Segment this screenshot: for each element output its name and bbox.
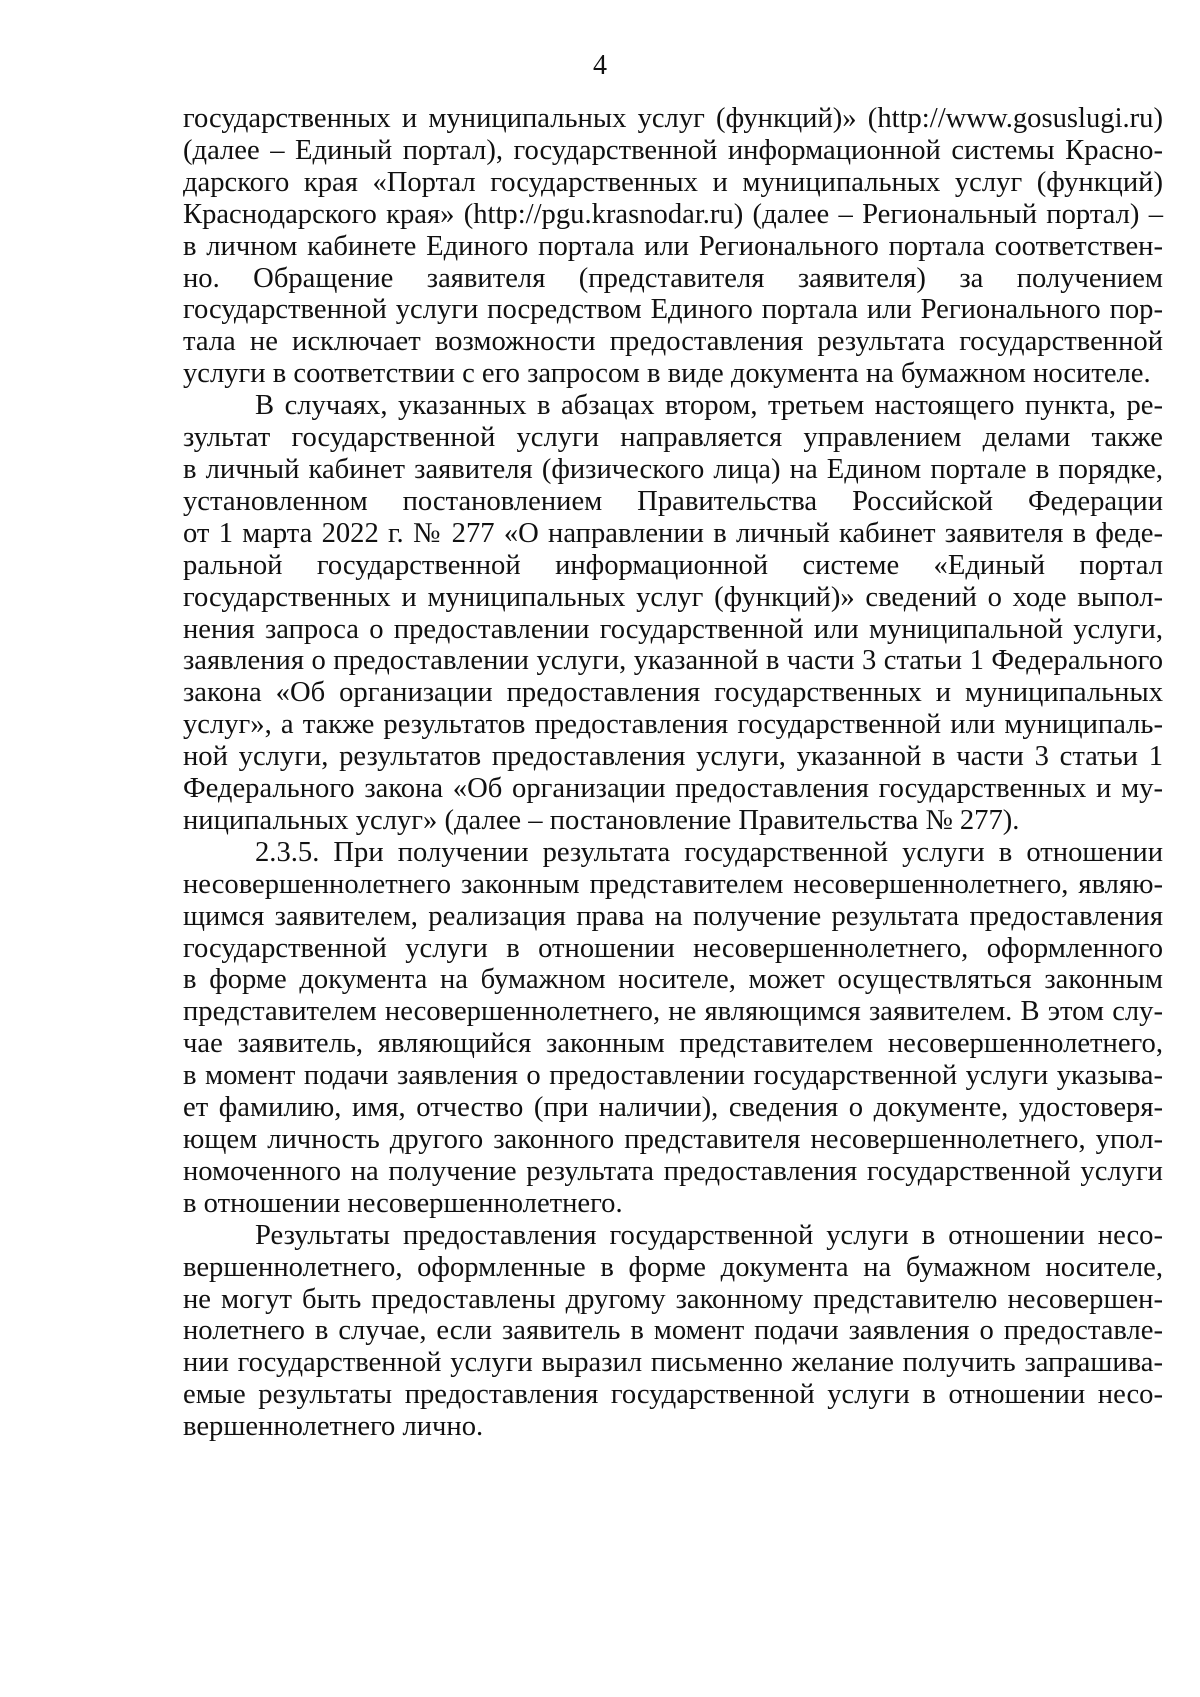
paragraph-personal-account bbox=[183, 390, 1163, 837]
text-line: представителем несовершеннолетнего, не являющимся заявителем. В этом слу- bbox=[183, 996, 1163, 1028]
text-line: чае заявитель, являющийся законным представителем несовершеннолетнего, bbox=[183, 1028, 1163, 1060]
text-line: закона «Об организации предоставления государственных и муниципальных bbox=[183, 677, 1163, 709]
text-line: ниципальных услуг» (далее – постановление Правительства № 277). bbox=[183, 804, 1020, 836]
text-line: вершеннолетнего, оформленные в форме документа на бумажном носителе, bbox=[183, 1251, 1163, 1283]
page-number: 4 bbox=[593, 50, 607, 81]
text-line: дарского края «Портал государственных и муниципальных услуг (функций) bbox=[183, 166, 1163, 198]
text-line: ной услуги, результатов предоставления услуги, указанной в части 3 статьи 1 bbox=[183, 741, 1163, 773]
text-line: в отношении несовершеннолетнего. bbox=[183, 1187, 623, 1219]
text-line: Краснодарского края» (http://pgu.krasnodar.ru) (далее – Региональный портал) – bbox=[183, 198, 1163, 230]
text-line: вершеннолетнего лично. bbox=[183, 1411, 484, 1443]
text-line: несовершеннолетнего законным представителем несовершеннолетнего, являю- bbox=[183, 868, 1163, 900]
paragraph-portal-access bbox=[183, 103, 1163, 390]
text-line: заявления о предоставлении услуги, указанной в части 3 статьи 1 Федерального bbox=[183, 645, 1163, 677]
text-line: емые результаты предоставления государственной услуги в отношении несо- bbox=[183, 1379, 1163, 1411]
text-line: установленном постановлением Правительства Российской Федерации bbox=[183, 485, 1163, 517]
text-line: в форме документа на бумажном носителе, может осуществляться законным bbox=[183, 964, 1163, 996]
text-line: государственной услуги посредством Единого портала или Регионального пор- bbox=[183, 294, 1163, 326]
text-line: не могут быть предоставлены другому законному представителю несовершен- bbox=[183, 1283, 1163, 1315]
text-line: тала не исключает возможности предоставления результата государственной bbox=[183, 326, 1163, 358]
text-line: ющем личность другого законного представителя несовершеннолетнего, упол- bbox=[183, 1124, 1163, 1155]
text-line: В случаях, указанных в абзацах втором, третьем настоящего пункта, ре- bbox=[255, 390, 1163, 422]
text-line: услуги в соответствии с его запросом в виде документа на бумажном носителе. bbox=[183, 358, 1151, 390]
document-body bbox=[183, 103, 1163, 1443]
text-line: 2.3.5. При получении результата государственной услуги в отношении bbox=[255, 836, 1163, 868]
text-line: нения запроса о предоставлении государственной или муниципальной услуги, bbox=[183, 613, 1163, 645]
text-line: ет фамилию, имя, отчество (при наличии), сведения о документе, удостоверя- bbox=[183, 1092, 1163, 1124]
text-line: нии государственной услуги выразил письменно желание получить запрашива- bbox=[183, 1347, 1163, 1379]
text-line: государственных и муниципальных услуг (функций)» сведений о ходе выпол- bbox=[183, 581, 1163, 613]
text-line: щимся заявителем, реализация права на получение результата предоставления bbox=[183, 900, 1163, 932]
text-line: Федерального закона «Об организации предоставления государственных и му- bbox=[183, 773, 1163, 805]
text-line: в личный кабинет заявителя (физического лица) на Едином портале в порядке, bbox=[183, 453, 1163, 485]
text-line: от 1 марта 2022 г. № 277 «О направлении в личный кабинет заявителя в феде- bbox=[183, 517, 1163, 549]
text-line: (далее – Единый портал), государственной информационной системы Красно- bbox=[183, 134, 1163, 166]
text-line: в личном кабинете Единого портала или Регионального портала соответствен- bbox=[183, 230, 1163, 262]
text-line: в момент подачи заявления о предоставлении государственной услуги указыва- bbox=[183, 1060, 1163, 1092]
text-line: зультат государственной услуги направляется управлением делами также bbox=[183, 422, 1163, 454]
text-line: государственной услуги в отношении несовершеннолетнего, оформленного bbox=[183, 932, 1163, 964]
text-line: но. Обращение заявителя (представителя заявителя) за получением bbox=[183, 262, 1163, 294]
text-line: услуг», а также результатов предоставления государственной или муниципаль- bbox=[183, 709, 1163, 741]
text-line: ральной государственной информационной системе «Единый портал bbox=[183, 549, 1163, 581]
text-line: нолетнего в случае, если заявитель в момент подачи заявления о предоставле- bbox=[183, 1315, 1163, 1347]
paragraph-section-2-3-5 bbox=[183, 837, 1163, 1220]
text-line: государственных и муниципальных услуг (функций)» (http://www.gosuslugi.ru) bbox=[183, 103, 1163, 134]
text-line: Результаты предоставления государственной услуги в отношении несо- bbox=[255, 1219, 1163, 1251]
text-line: номоченного на получение результата предоставления государственной услуги bbox=[183, 1155, 1163, 1187]
paragraph-minor-results bbox=[183, 1220, 1163, 1443]
